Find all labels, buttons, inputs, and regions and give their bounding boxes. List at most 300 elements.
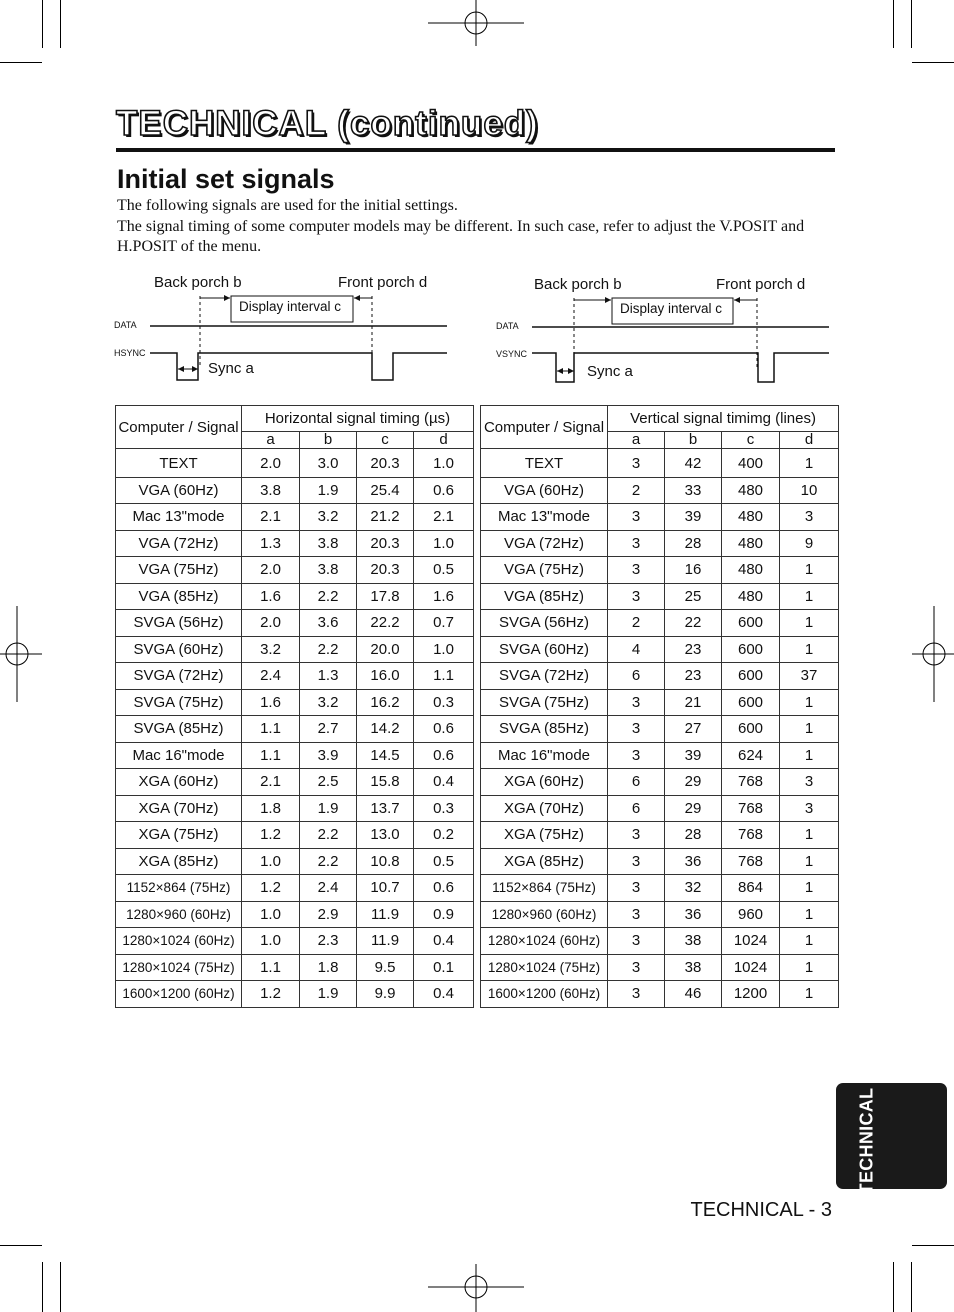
value-cell: 1024 [722, 928, 780, 955]
column-header-b: b [665, 432, 722, 449]
value-cell: 2.0 [242, 449, 300, 478]
front-porch-label: Front porch d [338, 274, 428, 291]
table-row [116, 716, 474, 743]
value-cell: 1.0 [242, 901, 300, 928]
value-cell: 9 [780, 530, 839, 557]
value-cell: 3 [608, 583, 665, 610]
value-cell: 0.6 [414, 477, 474, 504]
value-cell: 10 [780, 477, 839, 504]
arrow-head [178, 366, 184, 372]
sync-a-label: Sync a [587, 363, 633, 380]
value-cell: 1.0 [242, 928, 300, 955]
signal-name-cell: SVGA (72Hz) [116, 663, 242, 690]
value-cell: 3 [780, 504, 839, 531]
signal-name-cell: TEXT [481, 449, 608, 478]
crop-mark [60, 1262, 61, 1312]
value-cell: 25.4 [357, 477, 414, 504]
signal-name-cell: VGA (85Hz) [481, 583, 608, 610]
column-header-a: a [242, 432, 300, 449]
value-cell: 29 [665, 769, 722, 796]
signal-name-cell: 1280×960 (60Hz) [116, 901, 242, 928]
section-side-tab [836, 1083, 947, 1195]
table-row [481, 583, 839, 610]
signal-name-cell: XGA (60Hz) [116, 769, 242, 796]
signal-name-cell: Mac 16"mode [116, 742, 242, 769]
table-row [481, 716, 839, 743]
sync-a-label: Sync a [208, 360, 254, 377]
value-cell: 1 [780, 954, 839, 981]
crop-mark [893, 0, 894, 48]
signal-name-cell: VGA (60Hz) [481, 477, 608, 504]
table-row [481, 875, 839, 902]
value-cell: 0.3 [414, 795, 474, 822]
value-cell: 16.0 [357, 663, 414, 690]
signal-name-cell: 1280×1024 (60Hz) [481, 928, 608, 955]
value-cell: 600 [722, 610, 780, 637]
table-row [481, 663, 839, 690]
column-header-d: d [414, 432, 474, 449]
value-cell: 0.4 [414, 981, 474, 1008]
signal-name-cell: SVGA (56Hz) [116, 610, 242, 637]
value-cell: 1.3 [300, 663, 357, 690]
value-cell: 0.6 [414, 716, 474, 743]
table-row [481, 848, 839, 875]
vertical-timing-diagram [492, 270, 842, 390]
value-cell: 1.1 [414, 663, 474, 690]
value-cell: 23 [665, 663, 722, 690]
table-row [116, 610, 474, 637]
vertical-timing-table [480, 405, 839, 1008]
arrow-head [734, 297, 740, 303]
value-cell: 1.8 [242, 795, 300, 822]
signal-name-cell: SVGA (85Hz) [481, 716, 608, 743]
value-cell: 42 [665, 449, 722, 478]
value-cell: 1 [780, 981, 839, 1008]
value-cell: 3 [608, 504, 665, 531]
table-row [481, 504, 839, 531]
signal-name-cell: SVGA (60Hz) [481, 636, 608, 663]
value-cell: 36 [665, 901, 722, 928]
signal-name-cell: 1152×864 (75Hz) [116, 875, 242, 902]
value-cell: 0.5 [414, 848, 474, 875]
value-cell: 15.8 [357, 769, 414, 796]
table-row [481, 769, 839, 796]
value-cell: 768 [722, 848, 780, 875]
value-cell: 1 [780, 928, 839, 955]
value-cell: 480 [722, 504, 780, 531]
arrow-head [192, 366, 198, 372]
value-cell: 600 [722, 689, 780, 716]
value-cell: 4 [608, 636, 665, 663]
value-cell: 600 [722, 663, 780, 690]
signal-name-cell: SVGA (60Hz) [116, 636, 242, 663]
intro-paragraph: The signal timing of some computer models may be different. In such case, refer to adjust the V.POSIT and H.POSIT of the menu. [117, 217, 805, 255]
value-cell: 3.8 [300, 530, 357, 557]
table-row [116, 583, 474, 610]
data-label: DATA [114, 320, 137, 330]
table-row [481, 636, 839, 663]
signal-name-cell: SVGA (75Hz) [481, 689, 608, 716]
column-header-a: a [608, 432, 665, 449]
value-cell: 2 [608, 477, 665, 504]
value-cell: 2.4 [300, 875, 357, 902]
value-cell: 20.3 [357, 530, 414, 557]
table-row [116, 954, 474, 981]
value-cell: 3.6 [300, 610, 357, 637]
column-header-c: c [357, 432, 414, 449]
value-cell: 2.5 [300, 769, 357, 796]
value-cell: 39 [665, 504, 722, 531]
crop-mark [42, 0, 43, 48]
value-cell: 32 [665, 875, 722, 902]
value-cell: 2.2 [300, 583, 357, 610]
column-header-b: b [300, 432, 357, 449]
value-cell: 3 [608, 901, 665, 928]
table-row [116, 875, 474, 902]
crop-mark [912, 62, 954, 63]
computer-signal-header: Computer / Signal [116, 406, 242, 449]
computer-signal-header: Computer / Signal [481, 406, 608, 449]
value-cell: 3.0 [300, 449, 357, 478]
value-cell: 6 [608, 795, 665, 822]
table-row [481, 981, 839, 1008]
value-cell: 1.1 [242, 716, 300, 743]
value-cell: 39 [665, 742, 722, 769]
signal-name-cell: SVGA (56Hz) [481, 610, 608, 637]
value-cell: 6 [608, 663, 665, 690]
value-cell: 0.7 [414, 610, 474, 637]
value-cell: 11.9 [357, 901, 414, 928]
value-cell: 1200 [722, 981, 780, 1008]
value-cell: 17.8 [357, 583, 414, 610]
value-cell: 480 [722, 557, 780, 584]
value-cell: 3 [608, 954, 665, 981]
value-cell: 1 [780, 557, 839, 584]
header-rule [116, 148, 835, 152]
signal-name-cell: 1280×1024 (75Hz) [481, 954, 608, 981]
signal-name-cell: SVGA (85Hz) [116, 716, 242, 743]
arrow-head [354, 295, 360, 301]
value-cell: 0.6 [414, 875, 474, 902]
value-cell: 0.5 [414, 557, 474, 584]
value-cell: 1.9 [300, 981, 357, 1008]
value-cell: 1.2 [242, 822, 300, 849]
page-number: TECHNICAL - 3 [690, 1199, 832, 1221]
value-cell: 0.6 [414, 742, 474, 769]
signal-name-cell: Mac 13"mode [116, 504, 242, 531]
value-cell: 1 [780, 689, 839, 716]
value-cell: 9.5 [357, 954, 414, 981]
sync-waveform [532, 353, 829, 382]
signal-name-cell: Mac 16"mode [481, 742, 608, 769]
value-cell: 3 [780, 769, 839, 796]
table-body [481, 449, 839, 1008]
signal-name-cell: XGA (85Hz) [116, 848, 242, 875]
signal-name-cell: XGA (85Hz) [481, 848, 608, 875]
value-cell: 1 [780, 449, 839, 478]
value-cell: 22 [665, 610, 722, 637]
value-cell: 2.2 [300, 636, 357, 663]
signal-name-cell: VGA (75Hz) [481, 557, 608, 584]
table-row [481, 449, 839, 478]
signal-name-cell: XGA (75Hz) [116, 822, 242, 849]
value-cell: 768 [722, 769, 780, 796]
table-row [481, 954, 839, 981]
arrow-head [224, 295, 230, 301]
crop-mark [42, 1262, 43, 1312]
value-cell: 1.6 [242, 583, 300, 610]
value-cell: 37 [780, 663, 839, 690]
display-interval-label: Display interval c [239, 299, 342, 314]
registration-mark-icon [428, 0, 524, 48]
value-cell: 2.7 [300, 716, 357, 743]
signal-name-cell: Mac 13"mode [481, 504, 608, 531]
table-row [116, 477, 474, 504]
value-cell: 1.0 [414, 449, 474, 478]
value-cell: 2.0 [242, 610, 300, 637]
value-cell: 1.1 [242, 954, 300, 981]
value-cell: 1 [780, 875, 839, 902]
table-row [116, 689, 474, 716]
value-cell: 1.2 [242, 981, 300, 1008]
value-cell: 960 [722, 901, 780, 928]
value-cell: 624 [722, 742, 780, 769]
value-cell: 14.5 [357, 742, 414, 769]
signal-name-cell: 1280×1024 (75Hz) [116, 954, 242, 981]
table-row [481, 557, 839, 584]
signal-name-cell: TEXT [116, 449, 242, 478]
table-row [481, 795, 839, 822]
value-cell: 3.9 [300, 742, 357, 769]
signal-name-cell: 1600×1200 (60Hz) [481, 981, 608, 1008]
page-header-title: TECHNICAL (continued) [116, 104, 539, 143]
signal-name-cell: 1152×864 (75Hz) [481, 875, 608, 902]
value-cell: 1.1 [242, 742, 300, 769]
table-row [116, 928, 474, 955]
signal-name-cell: 1280×1024 (60Hz) [116, 928, 242, 955]
table-row [116, 530, 474, 557]
registration-mark-icon [428, 1262, 524, 1312]
signal-name-cell: XGA (60Hz) [481, 769, 608, 796]
signal-name-cell: VGA (75Hz) [116, 557, 242, 584]
signal-name-cell: XGA (70Hz) [116, 795, 242, 822]
value-cell: 2.0 [242, 557, 300, 584]
value-cell: 1 [780, 636, 839, 663]
table-row [116, 449, 474, 478]
signal-name-cell: XGA (75Hz) [481, 822, 608, 849]
value-cell: 23 [665, 636, 722, 663]
value-cell: 600 [722, 716, 780, 743]
value-cell: 3 [608, 848, 665, 875]
intro-text [117, 196, 817, 258]
sync-waveform [150, 353, 447, 380]
arrow-head [557, 368, 563, 374]
value-cell: 3 [608, 742, 665, 769]
value-cell: 2.3 [300, 928, 357, 955]
arrow-head [605, 297, 611, 303]
table-row [116, 636, 474, 663]
value-cell: 14.2 [357, 716, 414, 743]
value-cell: 1.0 [414, 530, 474, 557]
value-cell: 1.9 [300, 795, 357, 822]
signal-name-cell: 1280×960 (60Hz) [481, 901, 608, 928]
display-interval-label: Display interval c [620, 301, 723, 316]
table-row [116, 742, 474, 769]
value-cell: 2.1 [242, 769, 300, 796]
value-cell: 864 [722, 875, 780, 902]
value-cell: 1 [780, 610, 839, 637]
back-porch-label: Back porch b [154, 274, 242, 291]
table-row [116, 504, 474, 531]
value-cell: 20.3 [357, 449, 414, 478]
vertical-timing-header: Vertical signal timimg (lines) [608, 406, 839, 432]
table-row [116, 848, 474, 875]
value-cell: 28 [665, 530, 722, 557]
front-porch-label: Front porch d [716, 276, 806, 293]
value-cell: 1 [780, 822, 839, 849]
value-cell: 1.2 [242, 875, 300, 902]
value-cell: 21 [665, 689, 722, 716]
horizontal-timing-header: Horizontal signal timing (µs) [242, 406, 474, 432]
value-cell: 3 [608, 822, 665, 849]
value-cell: 38 [665, 954, 722, 981]
value-cell: 1.0 [242, 848, 300, 875]
table-row [116, 663, 474, 690]
value-cell: 1.0 [414, 636, 474, 663]
table-row [481, 530, 839, 557]
value-cell: 768 [722, 795, 780, 822]
value-cell: 1 [780, 742, 839, 769]
value-cell: 13.0 [357, 822, 414, 849]
value-cell: 3.8 [242, 477, 300, 504]
intro-paragraph: The following signals are used for the initial settings. [117, 197, 458, 214]
value-cell: 33 [665, 477, 722, 504]
value-cell: 1 [780, 716, 839, 743]
value-cell: 1.6 [414, 583, 474, 610]
value-cell: 600 [722, 636, 780, 663]
value-cell: 1 [780, 583, 839, 610]
horizontal-timing-table [115, 405, 474, 1008]
value-cell: 480 [722, 530, 780, 557]
registration-mark-icon [0, 606, 42, 702]
data-label: DATA [496, 321, 519, 331]
value-cell: 0.3 [414, 689, 474, 716]
table-row [481, 689, 839, 716]
value-cell: 1 [780, 901, 839, 928]
value-cell: 27 [665, 716, 722, 743]
value-cell: 2.2 [300, 822, 357, 849]
value-cell: 25 [665, 583, 722, 610]
back-porch-label: Back porch b [534, 276, 622, 293]
value-cell: 3 [608, 875, 665, 902]
value-cell: 1.6 [242, 689, 300, 716]
crop-mark [911, 1262, 912, 1312]
value-cell: 0.9 [414, 901, 474, 928]
value-cell: 16.2 [357, 689, 414, 716]
value-cell: 21.2 [357, 504, 414, 531]
table-row [481, 901, 839, 928]
value-cell: 400 [722, 449, 780, 478]
value-cell: 6 [608, 769, 665, 796]
side-tab-label: TECHNICAL [856, 1087, 877, 1195]
value-cell: 0.1 [414, 954, 474, 981]
table-row [481, 610, 839, 637]
sync-label: VSYNC [496, 349, 528, 359]
table-row [116, 557, 474, 584]
crop-mark [60, 0, 61, 48]
value-cell: 3 [608, 716, 665, 743]
value-cell: 3 [608, 981, 665, 1008]
value-cell: 29 [665, 795, 722, 822]
signal-name-cell: VGA (72Hz) [481, 530, 608, 557]
value-cell: 22.2 [357, 610, 414, 637]
value-cell: 3 [608, 530, 665, 557]
table-row [116, 822, 474, 849]
value-cell: 1.3 [242, 530, 300, 557]
table-row [481, 928, 839, 955]
value-cell: 2.1 [414, 504, 474, 531]
value-cell: 1.9 [300, 477, 357, 504]
column-header-c: c [722, 432, 780, 449]
value-cell: 20.0 [357, 636, 414, 663]
value-cell: 2 [608, 610, 665, 637]
value-cell: 768 [722, 822, 780, 849]
crop-mark [912, 1245, 954, 1246]
value-cell: 10.8 [357, 848, 414, 875]
value-cell: 1024 [722, 954, 780, 981]
crop-mark [893, 1262, 894, 1312]
value-cell: 38 [665, 928, 722, 955]
table-row [116, 795, 474, 822]
value-cell: 480 [722, 583, 780, 610]
value-cell: 3.8 [300, 557, 357, 584]
table-row [116, 901, 474, 928]
table-row [116, 769, 474, 796]
value-cell: 2.1 [242, 504, 300, 531]
value-cell: 0.4 [414, 769, 474, 796]
value-cell: 3 [780, 795, 839, 822]
value-cell: 480 [722, 477, 780, 504]
signal-name-cell: SVGA (72Hz) [481, 663, 608, 690]
value-cell: 3 [608, 928, 665, 955]
value-cell: 2.9 [300, 901, 357, 928]
value-cell: 46 [665, 981, 722, 1008]
value-cell: 1.8 [300, 954, 357, 981]
signal-name-cell: VGA (85Hz) [116, 583, 242, 610]
value-cell: 36 [665, 848, 722, 875]
table-row [481, 477, 839, 504]
signal-name-cell: XGA (70Hz) [481, 795, 608, 822]
value-cell: 3.2 [300, 689, 357, 716]
table-row [116, 981, 474, 1008]
value-cell: 3 [608, 689, 665, 716]
value-cell: 28 [665, 822, 722, 849]
crop-mark [0, 62, 42, 63]
table-body [116, 449, 474, 1008]
sync-label: HSYNC [114, 348, 146, 358]
value-cell: 2.4 [242, 663, 300, 690]
value-cell: 3.2 [242, 636, 300, 663]
crop-mark [911, 0, 912, 48]
value-cell: 16 [665, 557, 722, 584]
value-cell: 3 [608, 449, 665, 478]
value-cell: 10.7 [357, 875, 414, 902]
crop-mark [0, 1245, 42, 1246]
value-cell: 13.7 [357, 795, 414, 822]
column-header-d: d [780, 432, 839, 449]
signal-name-cell: VGA (72Hz) [116, 530, 242, 557]
value-cell: 11.9 [357, 928, 414, 955]
